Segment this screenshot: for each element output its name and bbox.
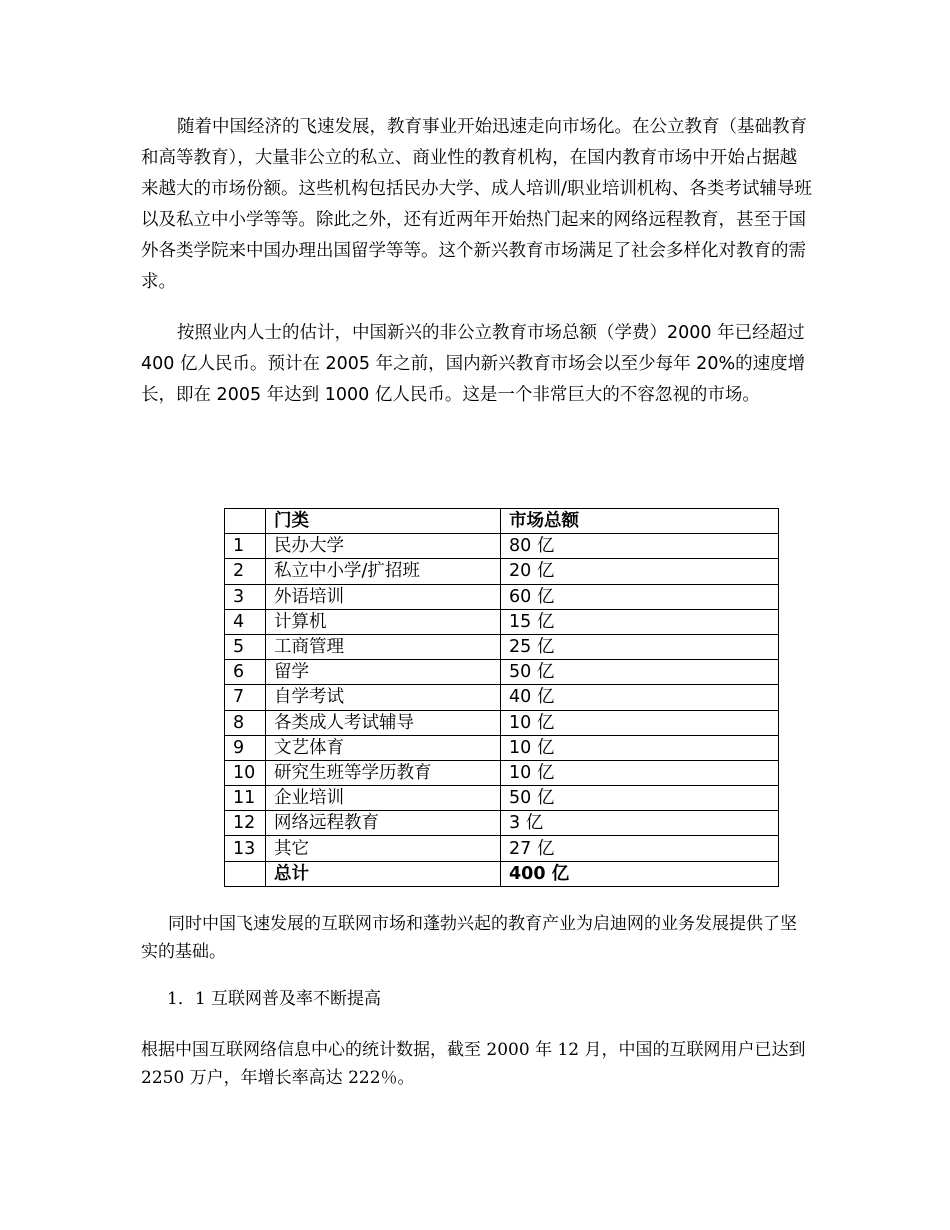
total-number-cell: [225, 861, 266, 886]
table-row: [225, 634, 779, 659]
row-number: 2: [225, 559, 266, 584]
amount-cell: 10 亿: [501, 735, 779, 760]
row-number: 10: [225, 760, 266, 785]
table-header-cell: 市场总额: [501, 509, 779, 534]
category-cell: 企业培训: [266, 786, 501, 811]
amount-cell: 50 亿: [501, 660, 779, 685]
category-cell: 研究生班等学历教育: [266, 760, 501, 785]
amount-cell: 50 亿: [501, 786, 779, 811]
category-cell: 工商管理: [266, 634, 501, 659]
row-number: 11: [225, 786, 266, 811]
table-header-cell: [225, 509, 266, 534]
table-row: [225, 660, 779, 685]
paragraph-market-estimate: 按照业内人士的估计，中国新兴的非公立教育市场总额（学费）2000 年已经超过 400 亿人民币。预计在 2005 年之前，国内新兴教育市场会以至少每年 20%的速度增长，即在 2005 年达到 1000 亿人民币。这是一个非常巨大的不容忽视的市场。: [141, 323, 806, 405]
category-cell: 文艺体育: [266, 735, 501, 760]
category-cell: 自学考试: [266, 685, 501, 710]
section-heading: 1．1 互联网普及率不断提高: [167, 989, 382, 1009]
table-row: [225, 534, 779, 559]
table-row: [225, 559, 779, 584]
row-number: 7: [225, 685, 266, 710]
row-number: 6: [225, 660, 266, 685]
amount-cell: 10 亿: [501, 710, 779, 735]
amount-cell: 25 亿: [501, 634, 779, 659]
paragraph-internet-foundation: 同时中国飞速发展的互联网市场和蓬勃兴起的教育产业为启迪网的业务发展提供了坚实的基础。: [141, 914, 797, 962]
total-amount: 400 亿: [501, 861, 779, 886]
paragraph-internet-stats: 根据中国互联网络信息中心的统计数据，截至 2000 年 12 月，中国的互联网用户已达到 2250 万户，年增长率高达 222％。: [141, 1040, 806, 1088]
table-row: [225, 609, 779, 634]
row-number: 5: [225, 634, 266, 659]
category-cell: 各类成人考试辅导: [266, 710, 501, 735]
amount-cell: 80 亿: [501, 534, 779, 559]
paragraph-market-intro: 随着中国经济的飞速发展，教育事业开始迅速走向市场化。在公立教育（基础教育和高等教育），大量非公立的私立、商业性的教育机构，在国内教育市场中开始占据越来越大的市场份额。这些机构包括民办大学、成人培训/职业培训机构、各类考试辅导班以及私立中小学等等。除此之外，还有近两年开始热门起来的网络远程教育，甚至于国外各类学院来中国办理出国留学等等。这个新兴教育市场满足了社会多样化对教育的需求。: [141, 117, 812, 292]
amount-cell: 20 亿: [501, 559, 779, 584]
row-number: 8: [225, 710, 266, 735]
row-number: 9: [225, 735, 266, 760]
table-header-row: [225, 509, 779, 534]
category-cell: 外语培训: [266, 584, 501, 609]
row-number: 13: [225, 836, 266, 861]
amount-cell: 3 亿: [501, 811, 779, 836]
row-number: 12: [225, 811, 266, 836]
table-row: [225, 786, 779, 811]
row-number: 3: [225, 584, 266, 609]
amount-cell: 15 亿: [501, 609, 779, 634]
table-header-cell: 门类: [266, 509, 501, 534]
category-cell: 民办大学: [266, 534, 501, 559]
table-total-row: [225, 861, 779, 886]
amount-cell: 10 亿: [501, 760, 779, 785]
amount-cell: 60 亿: [501, 584, 779, 609]
table-row: [225, 836, 779, 861]
amount-cell: 27 亿: [501, 836, 779, 861]
table-row: [225, 735, 779, 760]
total-label: 总计: [266, 861, 501, 886]
table-row: [225, 710, 779, 735]
table-row: [225, 811, 779, 836]
category-cell: 私立中小学/扩招班: [266, 559, 501, 584]
category-cell: 网络远程教育: [266, 811, 501, 836]
table-row: [225, 760, 779, 785]
row-number: 1: [225, 534, 266, 559]
category-cell: 计算机: [266, 609, 501, 634]
table-row: [225, 584, 779, 609]
category-cell: 其它: [266, 836, 501, 861]
amount-cell: 40 亿: [501, 685, 779, 710]
table-row: [225, 685, 779, 710]
market-size-table: [224, 508, 779, 887]
row-number: 4: [225, 609, 266, 634]
category-cell: 留学: [266, 660, 501, 685]
